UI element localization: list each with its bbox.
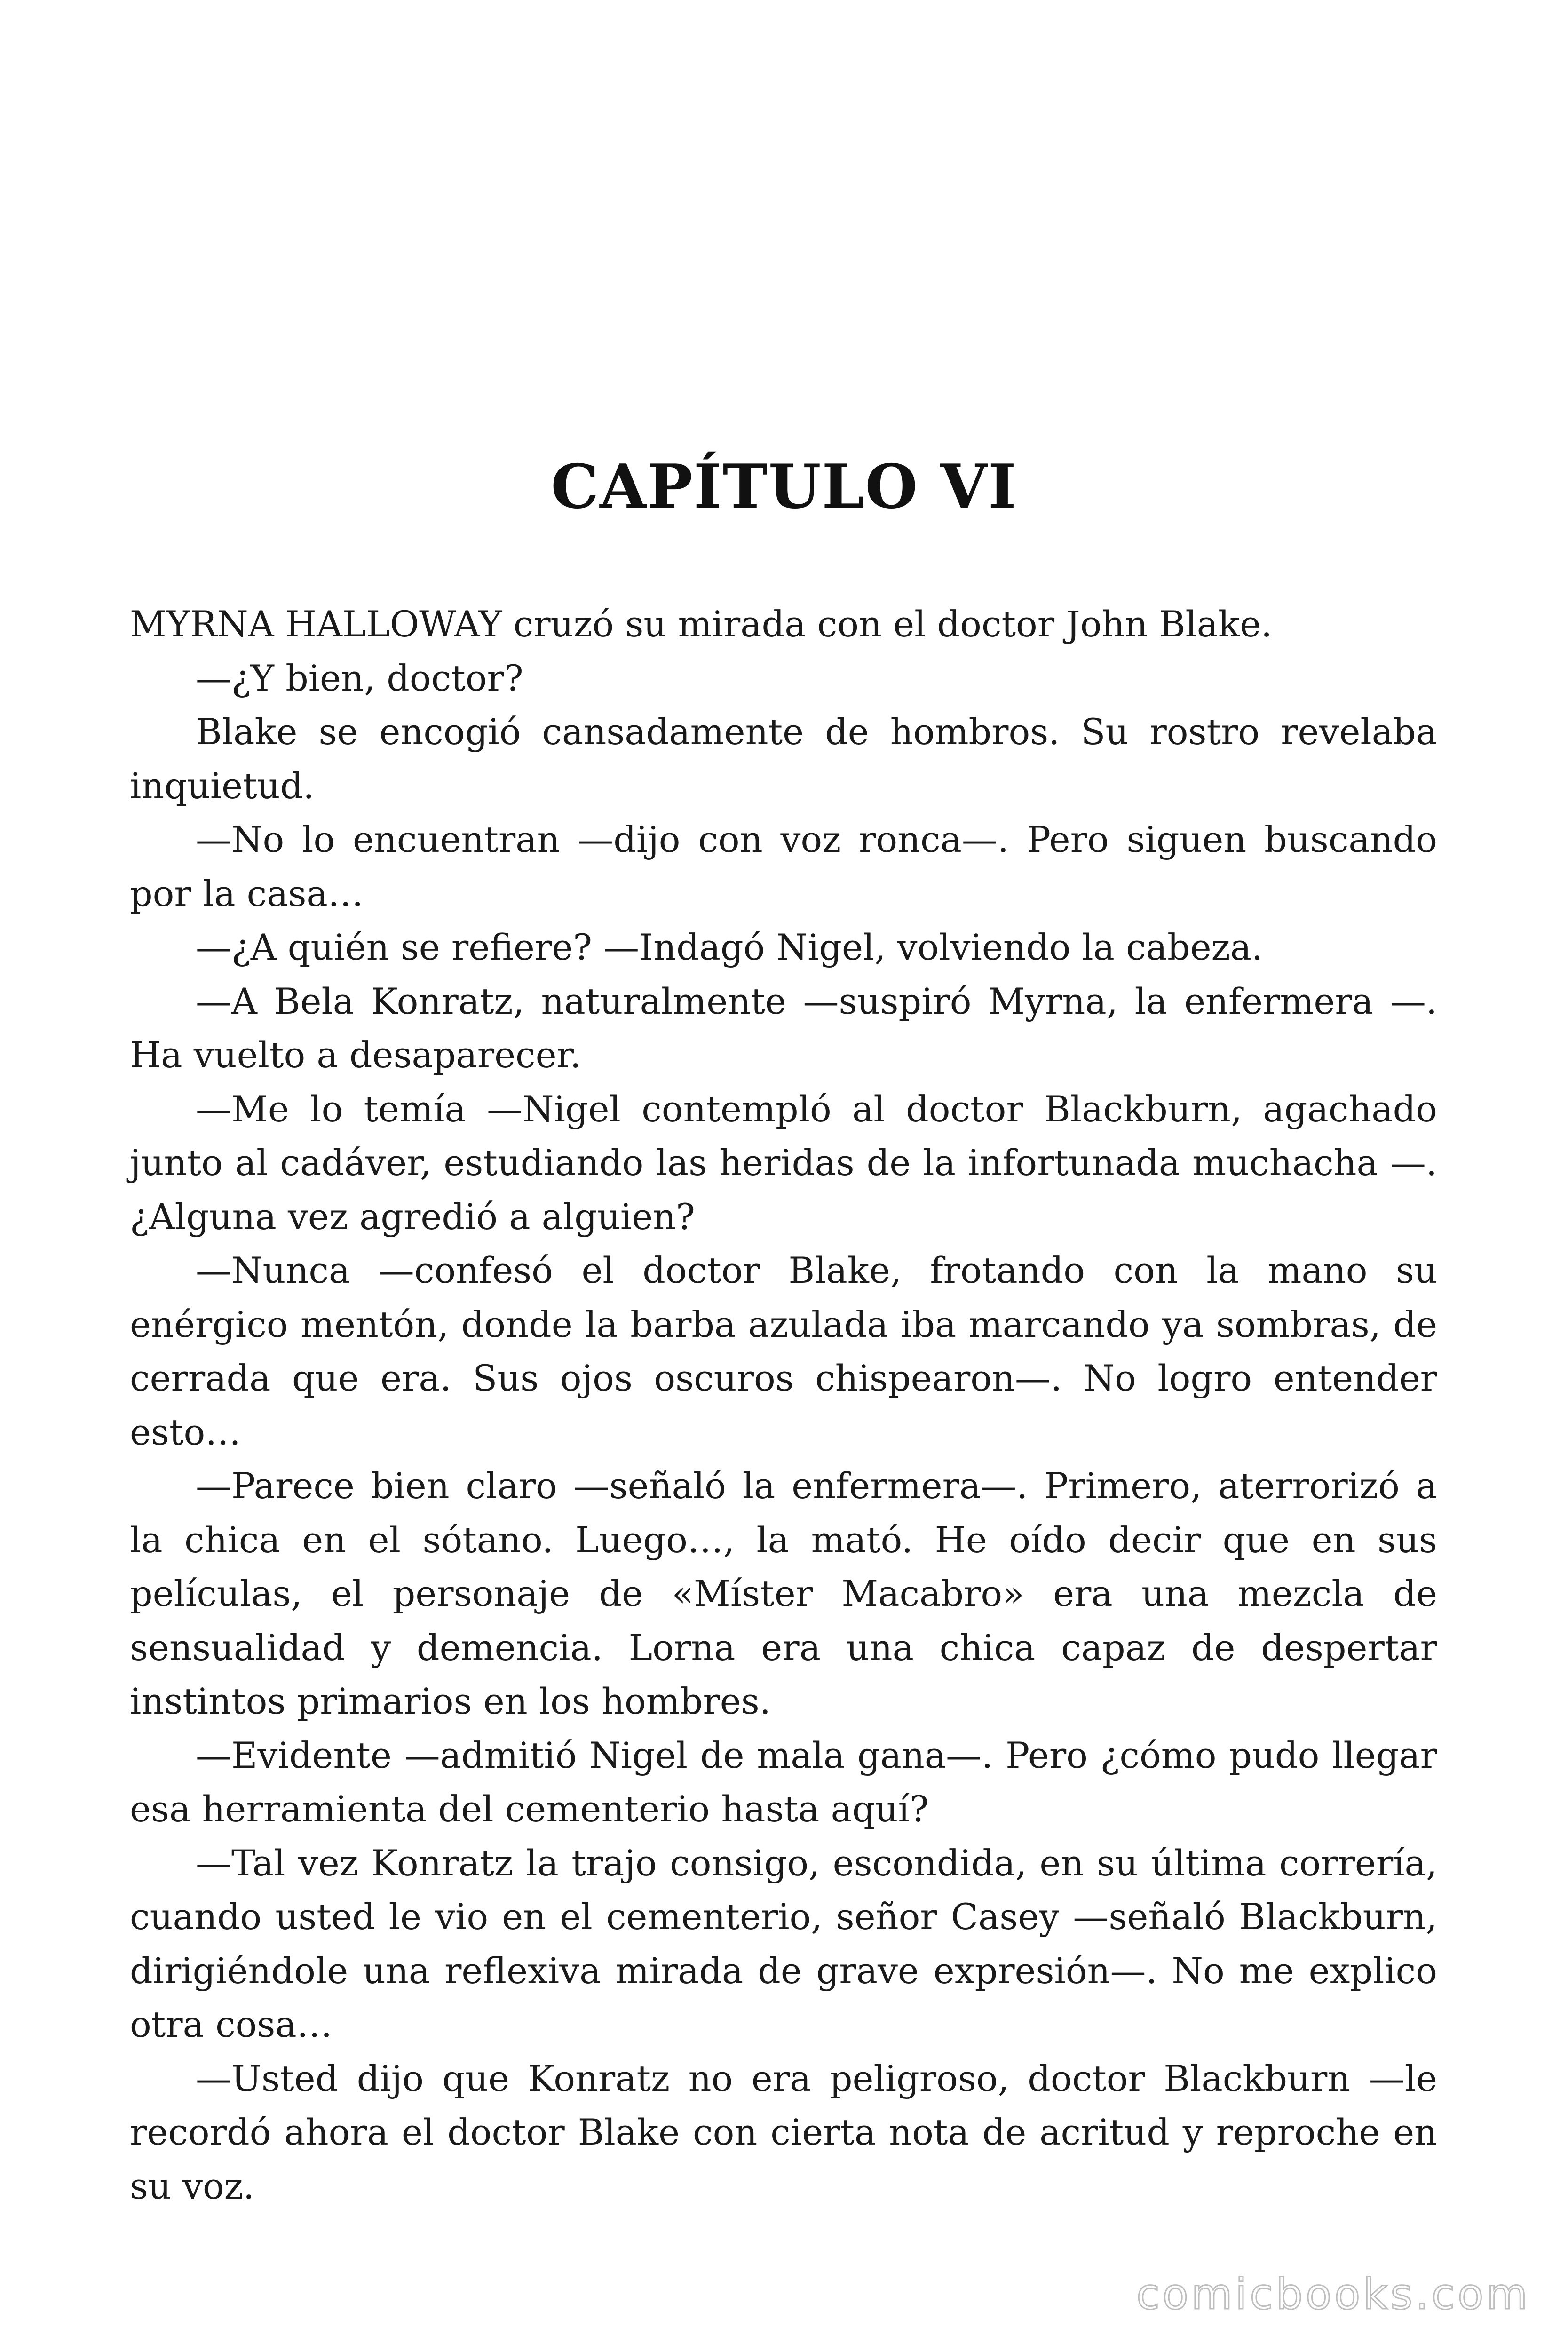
paragraph: —No lo encuentran —dijo con voz ronca—. Pero siguen buscando por la casa…: [130, 818, 1437, 914]
paragraph: —Tal vez Konratz la trajo consigo, escondida, en su última correría, cuando usted le vio en el cementerio, señor Casey —señaló Blackburn, dirigiéndole una reflexiva mirada de grave expresión—. No me explico otra cosa…: [130, 1842, 1437, 2045]
paragraph: Blake se encogió cansadamente de hombros. Su rostro revelaba inquietud.: [130, 711, 1437, 807]
paragraph: —¿Y bien, doctor?: [196, 657, 523, 699]
paragraph: MYRNA HALLOWAY cruzó su mirada con el doctor John Blake.: [130, 603, 1273, 645]
paragraph: —Usted dijo que Konratz no era peligroso, doctor Blackburn —le recordó ahora el doctor Blake con cierta nota de acritud y reproche en su voz.: [130, 2057, 1437, 2207]
paragraph: —Parece bien claro —señaló la enfermera—. Primero, aterrorizó a la chica en el sótano. Luego…, la mató. He oído decir que en sus películas, el personaje de «Míster Macabro» era una mezcla de sensualidad y demencia. Lorna era una chica capaz de despertar instintos primarios en los hombres.: [130, 1465, 1437, 1722]
paragraph: —A Bela Konratz, naturalmente —suspiró Myrna, la enfermera —. Ha vuelto a desaparecer.: [130, 980, 1437, 1076]
paragraph: —Evidente —admitió Nigel de mala gana—. Pero ¿cómo pudo llegar esa herramienta del cementerio hasta aquí?: [130, 1734, 1437, 1830]
paragraph: —Nunca —confesó el doctor Blake, frotando con la mano su enérgico mentón, donde la barba azulada iba marcando ya sombras, de cerrada que era. Sus ojos oscuros chispearon—. No logro entender esto…: [130, 1249, 1437, 1453]
paragraph: —¿A quién se refiere? —Indagó Nigel, volviendo la cabeza.: [196, 926, 1263, 968]
watermark: comicbooks.com: [1136, 2270, 1530, 2319]
chapter-title: CAPÍTULO VI: [551, 452, 1017, 522]
paragraph: —Me lo temía —Nigel contempló al doctor Blackburn, agachado junto al cadáver, estudiando las heridas de la infortunada muchacha —. ¿Alguna vez agredió a alguien?: [130, 1088, 1437, 1238]
chapter-body: [130, 597, 1437, 2213]
